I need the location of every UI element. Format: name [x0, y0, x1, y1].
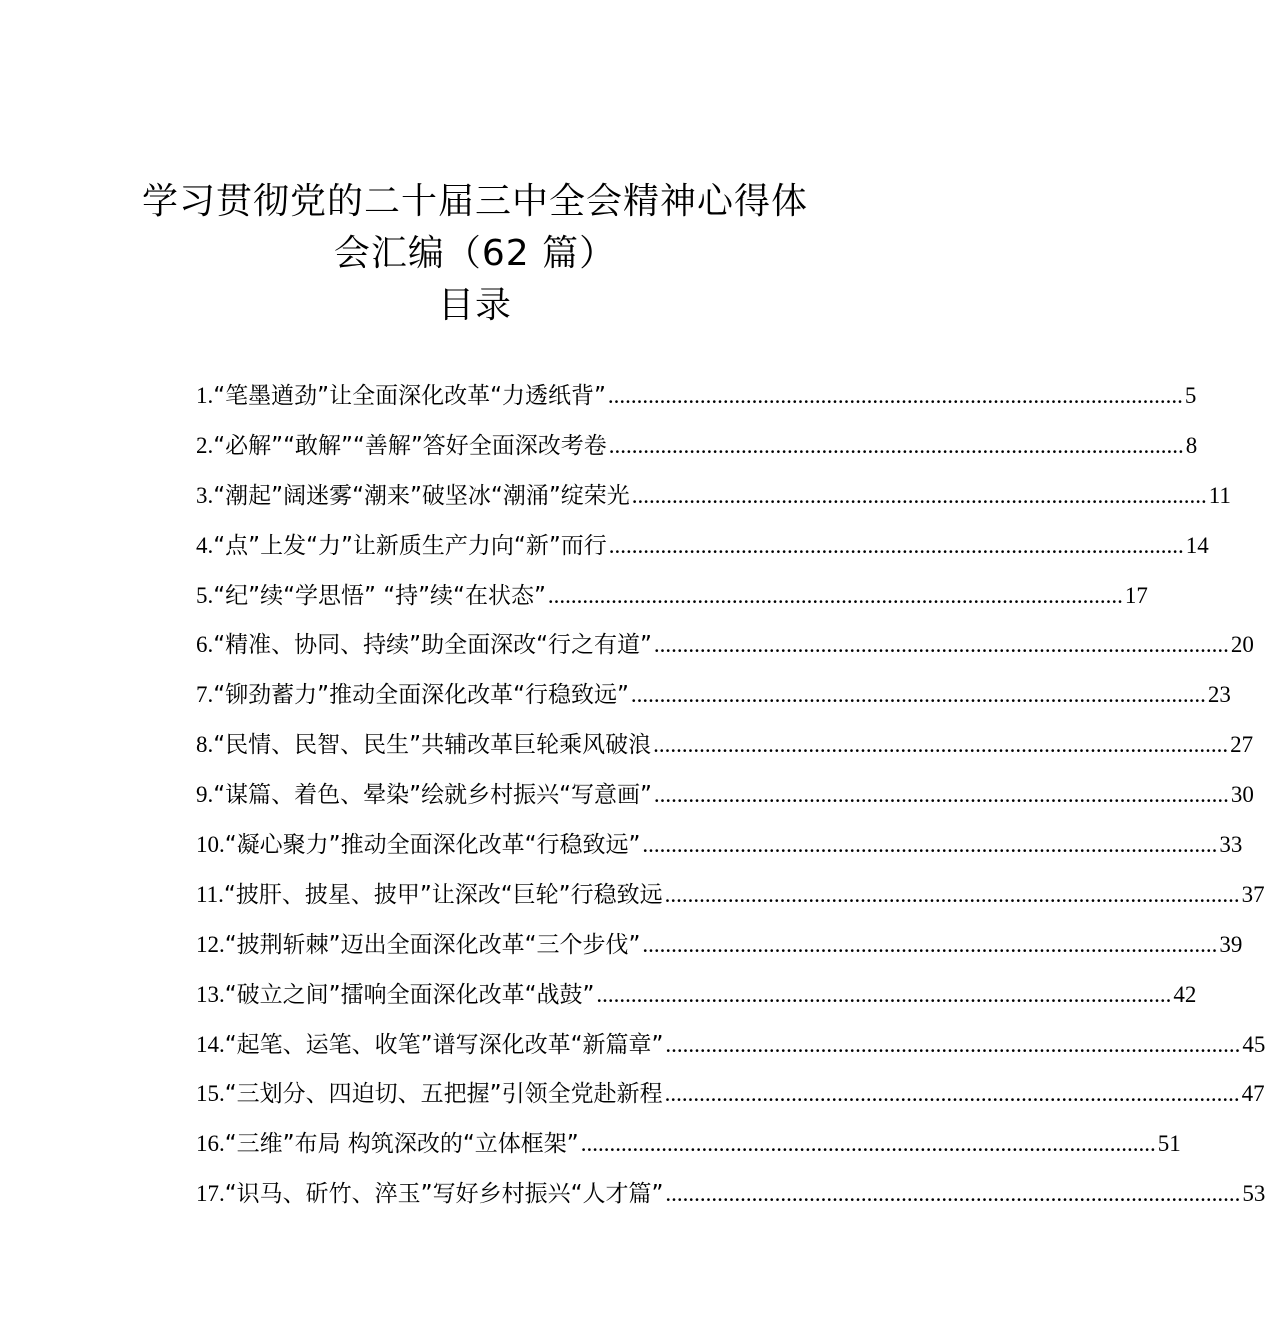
toc-entry-number: 13. [196, 981, 225, 1007]
toc-entry[interactable] [196, 876, 1265, 926]
toc-entry-page: 39 [1219, 931, 1243, 957]
document-title-line-1: 学习贯彻党的二十届三中全会精神心得体 [141, 181, 808, 222]
toc-entry-page: 23 [1207, 682, 1231, 708]
toc-entry-number: 17. [196, 1181, 225, 1207]
table-of-contents [196, 377, 1265, 1225]
toc-entry[interactable] [196, 477, 1231, 527]
toc-entry-page: 8 [1185, 432, 1198, 458]
toc-leader-dots [665, 1181, 1240, 1207]
toc-entry-page: 5 [1184, 383, 1197, 408]
toc-entry-number: 10. [196, 832, 225, 858]
toc-entry-number: 14. [196, 1031, 225, 1057]
toc-entry-number: 4. [196, 532, 214, 558]
toc-entry-number: 16. [196, 1131, 225, 1157]
toc-entry-page: 20 [1230, 632, 1254, 658]
toc-entry-title: “起笔、运笔、收笔”谱写深化改革“新篇章” [224, 1031, 664, 1058]
toc-leader-dots [632, 483, 1207, 509]
toc-leader-dots [631, 682, 1206, 708]
toc-leader-dots [654, 782, 1229, 808]
toc-entry-number: 9. [196, 782, 214, 808]
toc-entry-title: “纪”续“学思悟” “持”续“在状态” [213, 582, 546, 609]
toc-entry-title: “必解”“敢解”“善解”答好全面深改考卷 [213, 432, 607, 459]
toc-leader-dots [642, 832, 1217, 858]
toc-entry[interactable] [196, 926, 1243, 976]
toc-entry[interactable] [196, 1026, 1265, 1076]
toc-entry-title: “点”上发“力”让新质生产力向“新”而行 [213, 532, 607, 559]
toc-entry-number: 8. [196, 732, 214, 758]
toc-entry-page: 14 [1185, 532, 1209, 558]
toc-leader-dots [609, 433, 1184, 459]
toc-entry-number: 3. [196, 482, 214, 508]
toc-leader-dots [609, 533, 1184, 559]
toc-entry[interactable] [196, 1125, 1181, 1175]
toc-entry-title: “潮起”阔迷雾“潮来”破坚冰“潮涌”绽荣光 [213, 482, 630, 509]
toc-entry-title: “三划分、四迫切、五把握”引领全党赴新程 [224, 1081, 663, 1108]
toc-entry-page: 27 [1230, 732, 1254, 758]
document-title-line-2: 会汇编（62 篇） [333, 233, 617, 274]
toc-entry[interactable] [196, 776, 1254, 826]
toc-entry[interactable] [196, 1175, 1265, 1225]
toc-entry[interactable] [196, 976, 1197, 1026]
toc-entry-page: 17 [1124, 582, 1148, 608]
toc-entry-number: 6. [196, 632, 214, 658]
toc-leader-dots [608, 383, 1183, 409]
toc-entry-title: “三维”布局 构筑深改的“立体框架” [224, 1131, 579, 1158]
toc-entry[interactable] [196, 1075, 1265, 1125]
toc-entry-number: 1. [196, 383, 214, 408]
toc-leader-dots [548, 583, 1123, 609]
toc-entry[interactable] [196, 527, 1209, 577]
toc-leader-dots [654, 632, 1229, 658]
toc-entry-page: 53 [1242, 1181, 1265, 1207]
toc-entry-title: “识马、斫竹、淬玉”写好乡村振兴“人才篇” [224, 1181, 664, 1208]
toc-entry-page: 51 [1157, 1131, 1181, 1157]
toc-entry[interactable] [196, 826, 1243, 876]
toc-entry[interactable] [196, 726, 1254, 776]
toc-entry-page: 47 [1241, 1081, 1265, 1107]
toc-leader-dots [596, 982, 1171, 1008]
toc-heading: 目录 [437, 285, 512, 326]
toc-entry-number: 7. [196, 682, 214, 708]
toc-entry[interactable] [196, 676, 1231, 726]
toc-entry[interactable] [196, 377, 1197, 427]
toc-leader-dots [665, 1032, 1240, 1058]
toc-entry[interactable] [196, 577, 1148, 627]
toc-entry-title: “铆劲蓄力”推动全面深化改革“行稳致远” [213, 682, 629, 709]
toc-entry-title: “谋篇、着色、晕染”绘就乡村振兴“写意画” [213, 782, 652, 809]
toc-entry-number: 12. [196, 931, 225, 957]
toc-entry-title: “笔墨遒劲”让全面深化改革“力透纸背” [213, 383, 606, 409]
toc-entry-number: 11. [196, 881, 224, 907]
toc-entry-title: “破立之间”擂响全面深化改革“战鼓” [224, 981, 595, 1008]
document-title-block [0, 176, 950, 332]
toc-entry-page: 33 [1219, 832, 1243, 858]
toc-leader-dots [665, 1081, 1240, 1107]
toc-entry-title: “凝心聚力”推动全面深化改革“行稳致远” [224, 832, 641, 859]
toc-entry-number: 15. [196, 1081, 225, 1107]
toc-entry-page: 37 [1241, 881, 1265, 907]
toc-entry-title: “精准、协同、持续”助全面深改“行之有道” [213, 632, 652, 659]
toc-entry-title: “披荆斩棘”迈出全面深化改革“三个步伐” [224, 931, 641, 958]
toc-entry-page: 42 [1173, 981, 1197, 1007]
toc-entry[interactable] [196, 427, 1198, 477]
toc-entry-page: 11 [1208, 482, 1231, 508]
toc-entry-number: 2. [196, 432, 214, 458]
toc-leader-dots [642, 932, 1217, 958]
toc-leader-dots [653, 732, 1228, 758]
toc-entry-title: “民情、民智、民生”共辅改革巨轮乘风破浪 [213, 732, 652, 759]
toc-entry[interactable] [196, 626, 1254, 676]
toc-leader-dots [581, 1131, 1156, 1157]
toc-entry-page: 30 [1230, 782, 1254, 808]
toc-leader-dots [665, 882, 1240, 908]
toc-entry-page: 45 [1242, 1031, 1265, 1057]
toc-entry-title: “披肝、披星、披甲”让深改“巨轮”行稳致远 [223, 881, 663, 908]
toc-entry-number: 5. [196, 582, 214, 608]
